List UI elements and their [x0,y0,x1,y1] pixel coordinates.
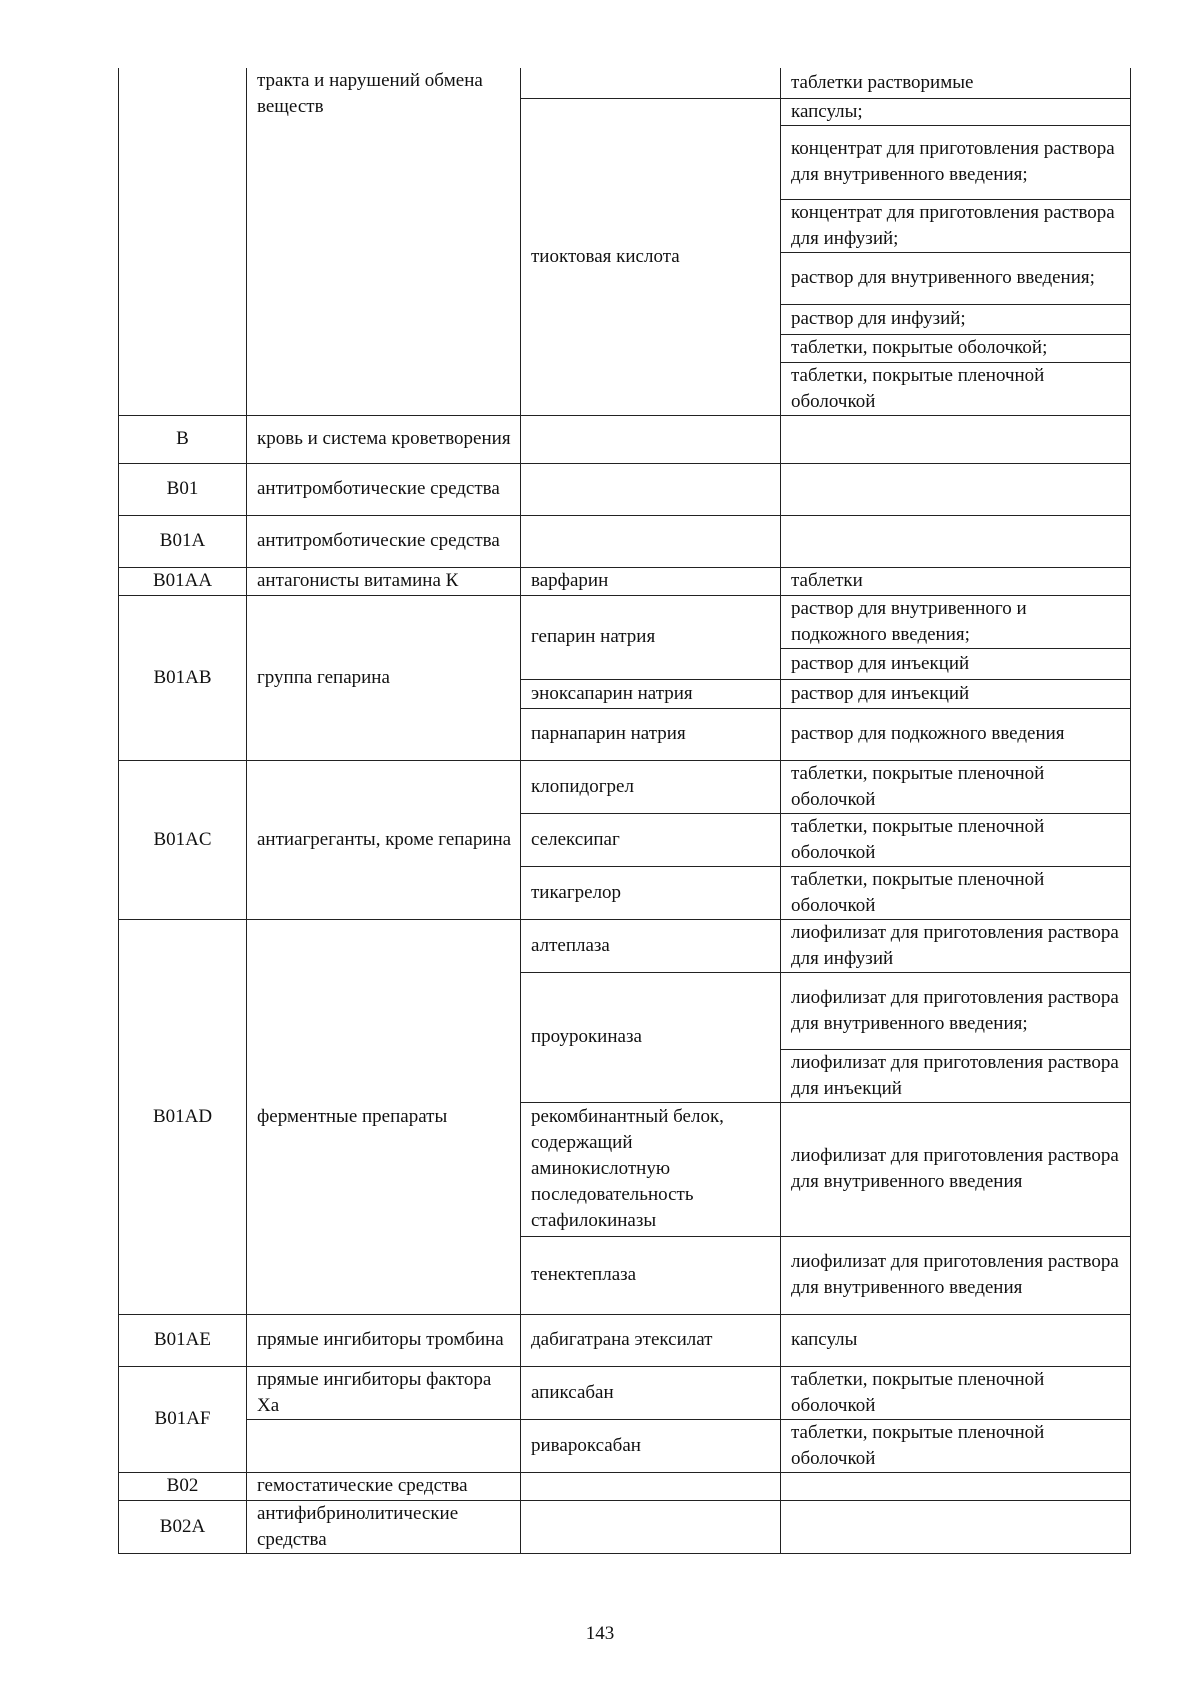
drug-cell: проурокиназа [521,972,781,1102]
drug-table [118,68,1131,1554]
code-cell: B01AB [119,595,247,760]
drug-cell: парнапарин натрия [521,708,781,760]
form-cell: таблетки, покрытые пленочной оболочкой [781,362,1131,415]
form-cell [781,415,1131,463]
drug-cell [521,515,781,567]
drug-cell: эноксапарин натрия [521,679,781,708]
form-cell: таблетки [781,567,1131,595]
group-cell: антифибринолитические средства [247,1500,521,1553]
drug-cell: тикагрелор [521,866,781,919]
drug-cell: варфарин [521,567,781,595]
table-row [119,1419,1131,1472]
drug-cell [521,1472,781,1500]
form-cell: капсулы [781,1314,1131,1366]
form-cell: лиофилизат для приготовления раствора для инъекций [781,1049,1131,1102]
drug-cell: алтеплаза [521,919,781,972]
code-cell: B01AE [119,1314,247,1366]
form-cell: лиофилизат для приготовления раствора для инфузий [781,919,1131,972]
form-cell: раствор для подкожного введения [781,708,1131,760]
code-cell: B01AD [119,919,247,1314]
form-cell: раствор для инфузий; [781,304,1131,334]
form-cell: раствор для внутривенного введения; [781,252,1131,304]
group-cell: прямые ингибиторы тромбина [247,1314,521,1366]
table-row [119,567,1131,595]
group-cell: тракта и нарушений обмена веществ [247,68,521,415]
drug-cell: селексипаг [521,813,781,866]
form-cell [781,515,1131,567]
code-cell: B02A [119,1500,247,1553]
form-cell [781,463,1131,515]
table-row [119,919,1131,972]
group-cell: антитромботические средства [247,515,521,567]
table-row [119,1314,1131,1366]
table-row [119,1500,1131,1553]
form-cell: таблетки растворимые [781,68,1131,98]
form-cell: лиофилизат для приготовления раствора для внутривенного введения [781,1236,1131,1314]
group-cell: антиагреганты, кроме гепарина [247,760,521,919]
form-cell: раствор для инъекций [781,648,1131,679]
table-row [119,463,1131,515]
drug-cell: рекомбинантный белок, содержащий аминокислотную последовательность стафилокиназы [521,1102,781,1236]
form-cell [781,1472,1131,1500]
table-row [119,1472,1131,1500]
form-cell: лиофилизат для приготовления раствора для внутривенного введения [781,1102,1131,1236]
table-row [119,595,1131,648]
drug-cell [521,1500,781,1553]
table-row [119,68,1131,98]
group-cell: антагонисты витамина К [247,567,521,595]
code-cell: B01AC [119,760,247,919]
code-cell: B01AA [119,567,247,595]
group-cell: кровь и система кроветворения [247,415,521,463]
drug-cell: гепарин натрия [521,595,781,679]
group-cell [247,1419,521,1472]
drug-cell [521,415,781,463]
group-cell: антитромботические средства [247,463,521,515]
code-cell: B02 [119,1472,247,1500]
form-cell: концентрат для приготовления раствора для инфузий; [781,199,1131,252]
form-cell: лиофилизат для приготовления раствора для внутривенного введения; [781,972,1131,1049]
table-row [119,415,1131,463]
drug-cell: ривароксабан [521,1419,781,1472]
form-cell: раствор для инъекций [781,679,1131,708]
form-cell: таблетки, покрытые пленочной оболочкой [781,1419,1131,1472]
table-row [119,760,1131,813]
form-cell: таблетки, покрытые пленочной оболочкой [781,760,1131,813]
page-number: 143 [585,1623,615,1644]
drug-cell: тиоктовая кислота [521,98,781,415]
form-cell: раствор для внутривенного и подкожного введения; [781,595,1131,648]
form-cell [781,1500,1131,1553]
drug-cell: дабигатрана этексилат [521,1314,781,1366]
drug-cell [521,463,781,515]
table-row [119,515,1131,567]
form-cell: капсулы; [781,98,1131,125]
group-cell: группа гепарина [247,595,521,760]
group-cell: гемостатические средства [247,1472,521,1500]
drug-cell [521,68,781,98]
form-cell: таблетки, покрытые пленочной оболочкой [781,813,1131,866]
code-cell [119,68,247,415]
form-cell: таблетки, покрытые пленочной оболочкой [781,866,1131,919]
form-cell: таблетки, покрытые пленочной оболочкой [781,1366,1131,1419]
code-cell: B01AF [119,1366,247,1472]
code-cell: B [119,415,247,463]
code-cell: B01A [119,515,247,567]
group-cell: ферментные препараты [247,919,521,1314]
code-cell: B01 [119,463,247,515]
drug-cell: апиксабан [521,1366,781,1419]
form-cell: концентрат для приготовления раствора для внутривенного введения; [781,125,1131,199]
drug-cell: тенектеплаза [521,1236,781,1314]
form-cell: таблетки, покрытые оболочкой; [781,334,1131,362]
group-cell: прямые ингибиторы фактора Ха [247,1366,521,1419]
drug-cell: клопидогрел [521,760,781,813]
table-row [119,1366,1131,1419]
